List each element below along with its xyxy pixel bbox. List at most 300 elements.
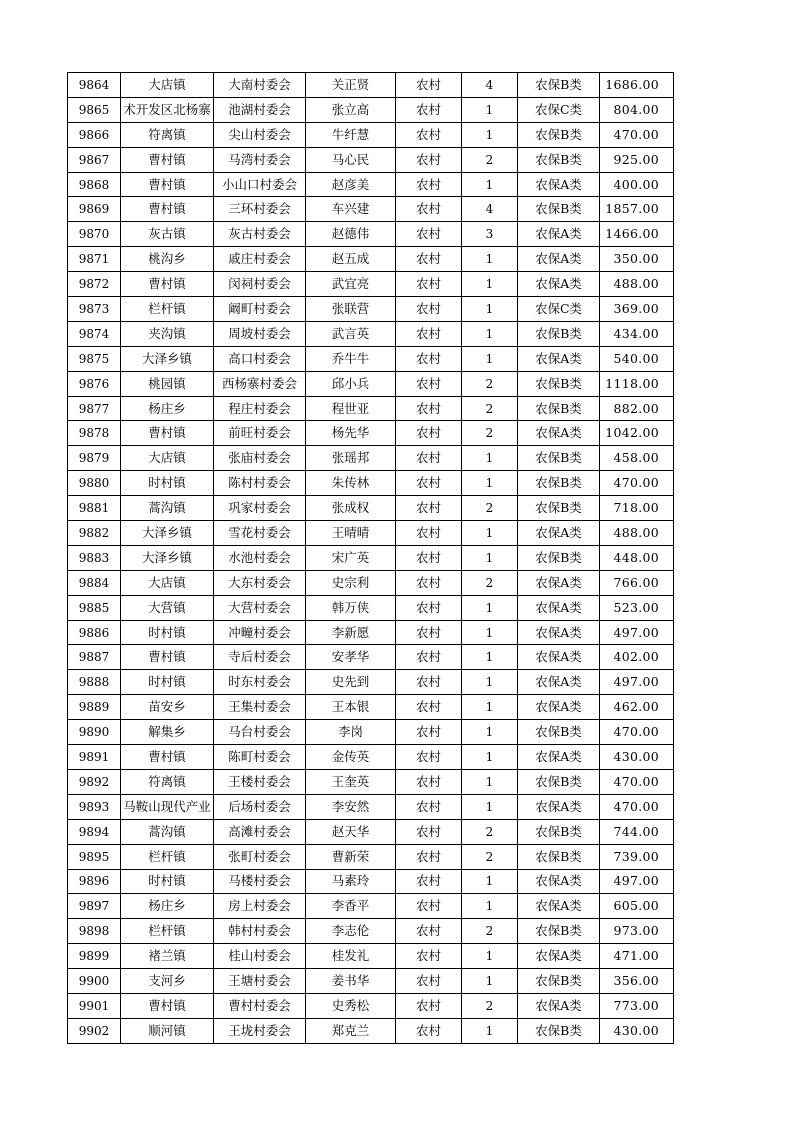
household-count-cell: 1: [462, 944, 518, 969]
insurance-category-cell: 农保C类: [518, 297, 600, 322]
household-count-cell: 1: [462, 695, 518, 720]
insurance-category-cell: 农保B类: [518, 73, 600, 98]
name-cell: 赵德伟: [306, 222, 396, 247]
amount-cell: 804.00: [600, 97, 674, 122]
area-type-cell: 农村: [396, 446, 462, 471]
name-cell: 李安然: [306, 794, 396, 819]
town-cell: 术开发区北杨寨: [121, 97, 214, 122]
town-cell: 大店镇: [121, 570, 214, 595]
row-number: 9876: [68, 371, 121, 396]
name-cell: 邱小兵: [306, 371, 396, 396]
household-count-cell: 2: [462, 371, 518, 396]
amount-cell: 523.00: [600, 595, 674, 620]
area-type-cell: 农村: [396, 471, 462, 496]
row-number: 9890: [68, 720, 121, 745]
table-row: [68, 496, 674, 521]
household-count-cell: 1: [462, 97, 518, 122]
amount-cell: 488.00: [600, 272, 674, 297]
amount-cell: 1466.00: [600, 222, 674, 247]
amount-cell: 470.00: [600, 471, 674, 496]
table-row: [68, 421, 674, 446]
village-committee-cell: 王集村委会: [214, 695, 306, 720]
amount-cell: 471.00: [600, 944, 674, 969]
amount-cell: 462.00: [600, 695, 674, 720]
insurance-category-cell: 农保B类: [518, 197, 600, 222]
area-type-cell: 农村: [396, 944, 462, 969]
insurance-category-cell: 农保B类: [518, 471, 600, 496]
village-committee-cell: 后场村委会: [214, 794, 306, 819]
household-count-cell: 1: [462, 172, 518, 197]
village-committee-cell: 大营村委会: [214, 595, 306, 620]
row-number: 9882: [68, 521, 121, 546]
name-cell: 姜书华: [306, 969, 396, 994]
household-count-cell: 2: [462, 819, 518, 844]
name-cell: 史先到: [306, 670, 396, 695]
town-cell: 曹村镇: [121, 197, 214, 222]
insurance-category-cell: 农保A类: [518, 172, 600, 197]
table-row: [68, 396, 674, 421]
insurance-category-cell: 农保A类: [518, 894, 600, 919]
row-number: 9885: [68, 595, 121, 620]
amount-cell: 605.00: [600, 894, 674, 919]
household-count-cell: 1: [462, 446, 518, 471]
area-type-cell: 农村: [396, 97, 462, 122]
table-row: [68, 745, 674, 770]
row-number: 9897: [68, 894, 121, 919]
town-cell: 蒿沟镇: [121, 819, 214, 844]
area-type-cell: 农村: [396, 695, 462, 720]
household-count-cell: 1: [462, 894, 518, 919]
table-row: [68, 147, 674, 172]
row-number: 9894: [68, 819, 121, 844]
row-number: 9886: [68, 620, 121, 645]
household-count-cell: 1: [462, 521, 518, 546]
household-count-cell: 1: [462, 122, 518, 147]
name-cell: 李新愿: [306, 620, 396, 645]
amount-cell: 925.00: [600, 147, 674, 172]
row-number: 9867: [68, 147, 121, 172]
area-type-cell: 农村: [396, 894, 462, 919]
row-number: 9898: [68, 919, 121, 944]
town-cell: 时村镇: [121, 471, 214, 496]
table-row: [68, 969, 674, 994]
row-number: 9875: [68, 346, 121, 371]
town-cell: 杨庄乡: [121, 396, 214, 421]
village-committee-cell: 雪花村委会: [214, 521, 306, 546]
area-type-cell: 农村: [396, 794, 462, 819]
household-count-cell: 1: [462, 745, 518, 770]
amount-cell: 470.00: [600, 720, 674, 745]
name-cell: 马素玲: [306, 869, 396, 894]
village-committee-cell: 王垅村委会: [214, 1018, 306, 1043]
insurance-category-cell: 农保A类: [518, 620, 600, 645]
area-type-cell: 农村: [396, 919, 462, 944]
village-committee-cell: 巩家村委会: [214, 496, 306, 521]
household-count-cell: 1: [462, 346, 518, 371]
name-cell: 赵五成: [306, 247, 396, 272]
insurance-category-cell: 农保B类: [518, 720, 600, 745]
table-row: [68, 869, 674, 894]
village-committee-cell: 周坡村委会: [214, 321, 306, 346]
household-count-cell: 1: [462, 595, 518, 620]
insurance-category-cell: 农保A类: [518, 869, 600, 894]
name-cell: 王本银: [306, 695, 396, 720]
amount-cell: 470.00: [600, 122, 674, 147]
row-number: 9864: [68, 73, 121, 98]
village-committee-cell: 冲疃村委会: [214, 620, 306, 645]
area-type-cell: 农村: [396, 521, 462, 546]
row-number: 9871: [68, 247, 121, 272]
village-committee-cell: 大南村委会: [214, 73, 306, 98]
row-number: 9865: [68, 97, 121, 122]
town-cell: 大店镇: [121, 73, 214, 98]
town-cell: 大泽乡镇: [121, 545, 214, 570]
village-committee-cell: 前旺村委会: [214, 421, 306, 446]
household-count-cell: 1: [462, 321, 518, 346]
insurance-category-cell: 农保A类: [518, 993, 600, 1018]
insurance-category-cell: 农保A类: [518, 346, 600, 371]
name-cell: 金传英: [306, 745, 396, 770]
insurance-category-cell: 农保B类: [518, 446, 600, 471]
insurance-category-cell: 农保B类: [518, 1018, 600, 1043]
amount-cell: 350.00: [600, 247, 674, 272]
area-type-cell: 农村: [396, 197, 462, 222]
village-committee-cell: 戚庄村委会: [214, 247, 306, 272]
insurance-category-cell: 农保B类: [518, 496, 600, 521]
table-row: [68, 247, 674, 272]
insurance-category-cell: 农保B类: [518, 819, 600, 844]
area-type-cell: 农村: [396, 769, 462, 794]
household-count-cell: 2: [462, 496, 518, 521]
household-count-cell: 1: [462, 720, 518, 745]
village-committee-cell: 桂山村委会: [214, 944, 306, 969]
name-cell: 程世亚: [306, 396, 396, 421]
amount-cell: 434.00: [600, 321, 674, 346]
village-committee-cell: 灰古村委会: [214, 222, 306, 247]
household-count-cell: 1: [462, 297, 518, 322]
insurance-category-cell: 农保B类: [518, 969, 600, 994]
row-number: 9880: [68, 471, 121, 496]
amount-cell: 773.00: [600, 993, 674, 1018]
table-row: [68, 794, 674, 819]
area-type-cell: 农村: [396, 720, 462, 745]
area-type-cell: 农村: [396, 620, 462, 645]
town-cell: 曹村镇: [121, 272, 214, 297]
name-cell: 李志伦: [306, 919, 396, 944]
household-count-cell: 2: [462, 919, 518, 944]
household-count-cell: 2: [462, 421, 518, 446]
row-number: 9881: [68, 496, 121, 521]
name-cell: 乔牛牛: [306, 346, 396, 371]
amount-cell: 1042.00: [600, 421, 674, 446]
name-cell: 赵天华: [306, 819, 396, 844]
row-number: 9889: [68, 695, 121, 720]
village-committee-cell: 程庄村委会: [214, 396, 306, 421]
name-cell: 车兴建: [306, 197, 396, 222]
table-row: [68, 521, 674, 546]
table-row: [68, 545, 674, 570]
insurance-category-cell: 农保A类: [518, 695, 600, 720]
area-type-cell: 农村: [396, 969, 462, 994]
village-committee-cell: 寺后村委会: [214, 645, 306, 670]
area-type-cell: 农村: [396, 570, 462, 595]
table-row: [68, 73, 674, 98]
row-number: 9878: [68, 421, 121, 446]
row-number: 9872: [68, 272, 121, 297]
table-row: [68, 695, 674, 720]
town-cell: 夹沟镇: [121, 321, 214, 346]
table-row: [68, 595, 674, 620]
name-cell: 史宗利: [306, 570, 396, 595]
table-row: [68, 844, 674, 869]
insurance-category-cell: 农保A类: [518, 670, 600, 695]
table-row: [68, 919, 674, 944]
amount-cell: 497.00: [600, 620, 674, 645]
town-cell: 灰古镇: [121, 222, 214, 247]
area-type-cell: 农村: [396, 645, 462, 670]
row-number: 9887: [68, 645, 121, 670]
household-count-cell: 1: [462, 545, 518, 570]
area-type-cell: 农村: [396, 545, 462, 570]
name-cell: 李岗: [306, 720, 396, 745]
amount-cell: 470.00: [600, 769, 674, 794]
amount-cell: 402.00: [600, 645, 674, 670]
name-cell: 李香平: [306, 894, 396, 919]
village-committee-cell: 韩村村委会: [214, 919, 306, 944]
village-committee-cell: 陈村村委会: [214, 471, 306, 496]
area-type-cell: 农村: [396, 421, 462, 446]
insurance-category-cell: 农保A类: [518, 222, 600, 247]
village-committee-cell: 房上村委会: [214, 894, 306, 919]
row-number: 9891: [68, 745, 121, 770]
insurance-category-cell: 农保A类: [518, 745, 600, 770]
row-number: 9879: [68, 446, 121, 471]
area-type-cell: 农村: [396, 172, 462, 197]
table-row: [68, 446, 674, 471]
table-row: [68, 645, 674, 670]
village-committee-cell: 王楼村委会: [214, 769, 306, 794]
household-count-cell: 1: [462, 272, 518, 297]
amount-cell: 540.00: [600, 346, 674, 371]
household-count-cell: 4: [462, 197, 518, 222]
village-committee-cell: 小山口村委会: [214, 172, 306, 197]
insurance-category-cell: 农保B类: [518, 396, 600, 421]
household-count-cell: 2: [462, 147, 518, 172]
row-number: 9892: [68, 769, 121, 794]
village-committee-cell: 时东村委会: [214, 670, 306, 695]
household-count-cell: 3: [462, 222, 518, 247]
amount-cell: 1857.00: [600, 197, 674, 222]
amount-cell: 739.00: [600, 844, 674, 869]
name-cell: 王奎英: [306, 769, 396, 794]
row-number: 9877: [68, 396, 121, 421]
amount-cell: 1118.00: [600, 371, 674, 396]
town-cell: 褚兰镇: [121, 944, 214, 969]
row-number: 9899: [68, 944, 121, 969]
area-type-cell: 农村: [396, 819, 462, 844]
amount-cell: 973.00: [600, 919, 674, 944]
table-row: [68, 97, 674, 122]
town-cell: 符离镇: [121, 769, 214, 794]
insurance-category-cell: 农保C类: [518, 97, 600, 122]
row-number: 9888: [68, 670, 121, 695]
data-table: [67, 72, 674, 1044]
insurance-category-cell: 农保A类: [518, 944, 600, 969]
amount-cell: 430.00: [600, 745, 674, 770]
town-cell: 杨庄乡: [121, 894, 214, 919]
area-type-cell: 农村: [396, 371, 462, 396]
table-row: [68, 670, 674, 695]
name-cell: 王晴晴: [306, 521, 396, 546]
town-cell: 曹村镇: [121, 645, 214, 670]
amount-cell: 497.00: [600, 869, 674, 894]
household-count-cell: 1: [462, 869, 518, 894]
name-cell: 张成权: [306, 496, 396, 521]
household-count-cell: 1: [462, 794, 518, 819]
name-cell: 韩万侠: [306, 595, 396, 620]
village-committee-cell: 马台村委会: [214, 720, 306, 745]
insurance-category-cell: 农保B类: [518, 769, 600, 794]
village-committee-cell: 三环村委会: [214, 197, 306, 222]
insurance-category-cell: 农保A类: [518, 272, 600, 297]
row-number: 9901: [68, 993, 121, 1018]
insurance-category-cell: 农保B类: [518, 919, 600, 944]
row-number: 9870: [68, 222, 121, 247]
row-number: 9884: [68, 570, 121, 595]
village-committee-cell: 张町村委会: [214, 844, 306, 869]
amount-cell: 497.00: [600, 670, 674, 695]
area-type-cell: 农村: [396, 272, 462, 297]
table-row: [68, 769, 674, 794]
area-type-cell: 农村: [396, 396, 462, 421]
village-committee-cell: 陈町村委会: [214, 745, 306, 770]
household-count-cell: 1: [462, 645, 518, 670]
village-committee-cell: 水池村委会: [214, 545, 306, 570]
town-cell: 曹村镇: [121, 147, 214, 172]
row-number: 9893: [68, 794, 121, 819]
household-count-cell: 1: [462, 1018, 518, 1043]
town-cell: 大店镇: [121, 446, 214, 471]
table-row: [68, 819, 674, 844]
area-type-cell: 农村: [396, 496, 462, 521]
table-body: [68, 73, 674, 1044]
town-cell: 苗安乡: [121, 695, 214, 720]
amount-cell: 448.00: [600, 545, 674, 570]
household-count-cell: 1: [462, 670, 518, 695]
table-row: [68, 1018, 674, 1043]
name-cell: 赵彦美: [306, 172, 396, 197]
amount-cell: 400.00: [600, 172, 674, 197]
town-cell: 时村镇: [121, 620, 214, 645]
town-cell: 栏杆镇: [121, 297, 214, 322]
amount-cell: 458.00: [600, 446, 674, 471]
table-row: [68, 471, 674, 496]
insurance-category-cell: 农保A类: [518, 645, 600, 670]
area-type-cell: 农村: [396, 73, 462, 98]
name-cell: 武言英: [306, 321, 396, 346]
town-cell: 栏杆镇: [121, 919, 214, 944]
row-number: 9883: [68, 545, 121, 570]
amount-cell: 356.00: [600, 969, 674, 994]
table-row: [68, 620, 674, 645]
town-cell: 大营镇: [121, 595, 214, 620]
name-cell: 牛纤慧: [306, 122, 396, 147]
row-number: 9900: [68, 969, 121, 994]
area-type-cell: 农村: [396, 247, 462, 272]
insurance-category-cell: 农保A类: [518, 570, 600, 595]
table-row: [68, 272, 674, 297]
household-count-cell: 1: [462, 769, 518, 794]
name-cell: 朱传林: [306, 471, 396, 496]
table-row: [68, 944, 674, 969]
village-committee-cell: 西杨寨村委会: [214, 371, 306, 396]
name-cell: 张联营: [306, 297, 396, 322]
name-cell: 宋广英: [306, 545, 396, 570]
amount-cell: 430.00: [600, 1018, 674, 1043]
town-cell: 支河乡: [121, 969, 214, 994]
insurance-category-cell: 农保A类: [518, 595, 600, 620]
table-row: [68, 122, 674, 147]
village-committee-cell: 池湖村委会: [214, 97, 306, 122]
amount-cell: 744.00: [600, 819, 674, 844]
village-committee-cell: 马楼村委会: [214, 869, 306, 894]
table-row: [68, 197, 674, 222]
village-committee-cell: 高滩村委会: [214, 819, 306, 844]
village-committee-cell: 曹村村委会: [214, 993, 306, 1018]
household-count-cell: 1: [462, 471, 518, 496]
amount-cell: 766.00: [600, 570, 674, 595]
area-type-cell: 农村: [396, 670, 462, 695]
row-number: 9873: [68, 297, 121, 322]
insurance-category-cell: 农保A类: [518, 794, 600, 819]
household-count-cell: 2: [462, 396, 518, 421]
area-type-cell: 农村: [396, 869, 462, 894]
town-cell: 符离镇: [121, 122, 214, 147]
household-count-cell: 1: [462, 247, 518, 272]
table-row: [68, 172, 674, 197]
area-type-cell: 农村: [396, 122, 462, 147]
name-cell: 武宜亮: [306, 272, 396, 297]
name-cell: 曹新荣: [306, 844, 396, 869]
row-number: 9866: [68, 122, 121, 147]
town-cell: 桃园镇: [121, 371, 214, 396]
household-count-cell: 2: [462, 570, 518, 595]
area-type-cell: 农村: [396, 297, 462, 322]
amount-cell: 718.00: [600, 496, 674, 521]
row-number: 9868: [68, 172, 121, 197]
name-cell: 桂发礼: [306, 944, 396, 969]
table-row: [68, 222, 674, 247]
village-committee-cell: 大东村委会: [214, 570, 306, 595]
table-row: [68, 371, 674, 396]
village-committee-cell: 张庙村委会: [214, 446, 306, 471]
name-cell: 史秀松: [306, 993, 396, 1018]
insurance-category-cell: 农保A类: [518, 521, 600, 546]
table-row: [68, 346, 674, 371]
area-type-cell: 农村: [396, 745, 462, 770]
area-type-cell: 农村: [396, 346, 462, 371]
town-cell: 曹村镇: [121, 745, 214, 770]
town-cell: 曹村镇: [121, 421, 214, 446]
row-number: 9895: [68, 844, 121, 869]
amount-cell: 470.00: [600, 794, 674, 819]
table-row: [68, 570, 674, 595]
name-cell: 马心民: [306, 147, 396, 172]
insurance-category-cell: 农保B类: [518, 147, 600, 172]
town-cell: 桃沟乡: [121, 247, 214, 272]
town-cell: 大泽乡镇: [121, 521, 214, 546]
table-row: [68, 720, 674, 745]
